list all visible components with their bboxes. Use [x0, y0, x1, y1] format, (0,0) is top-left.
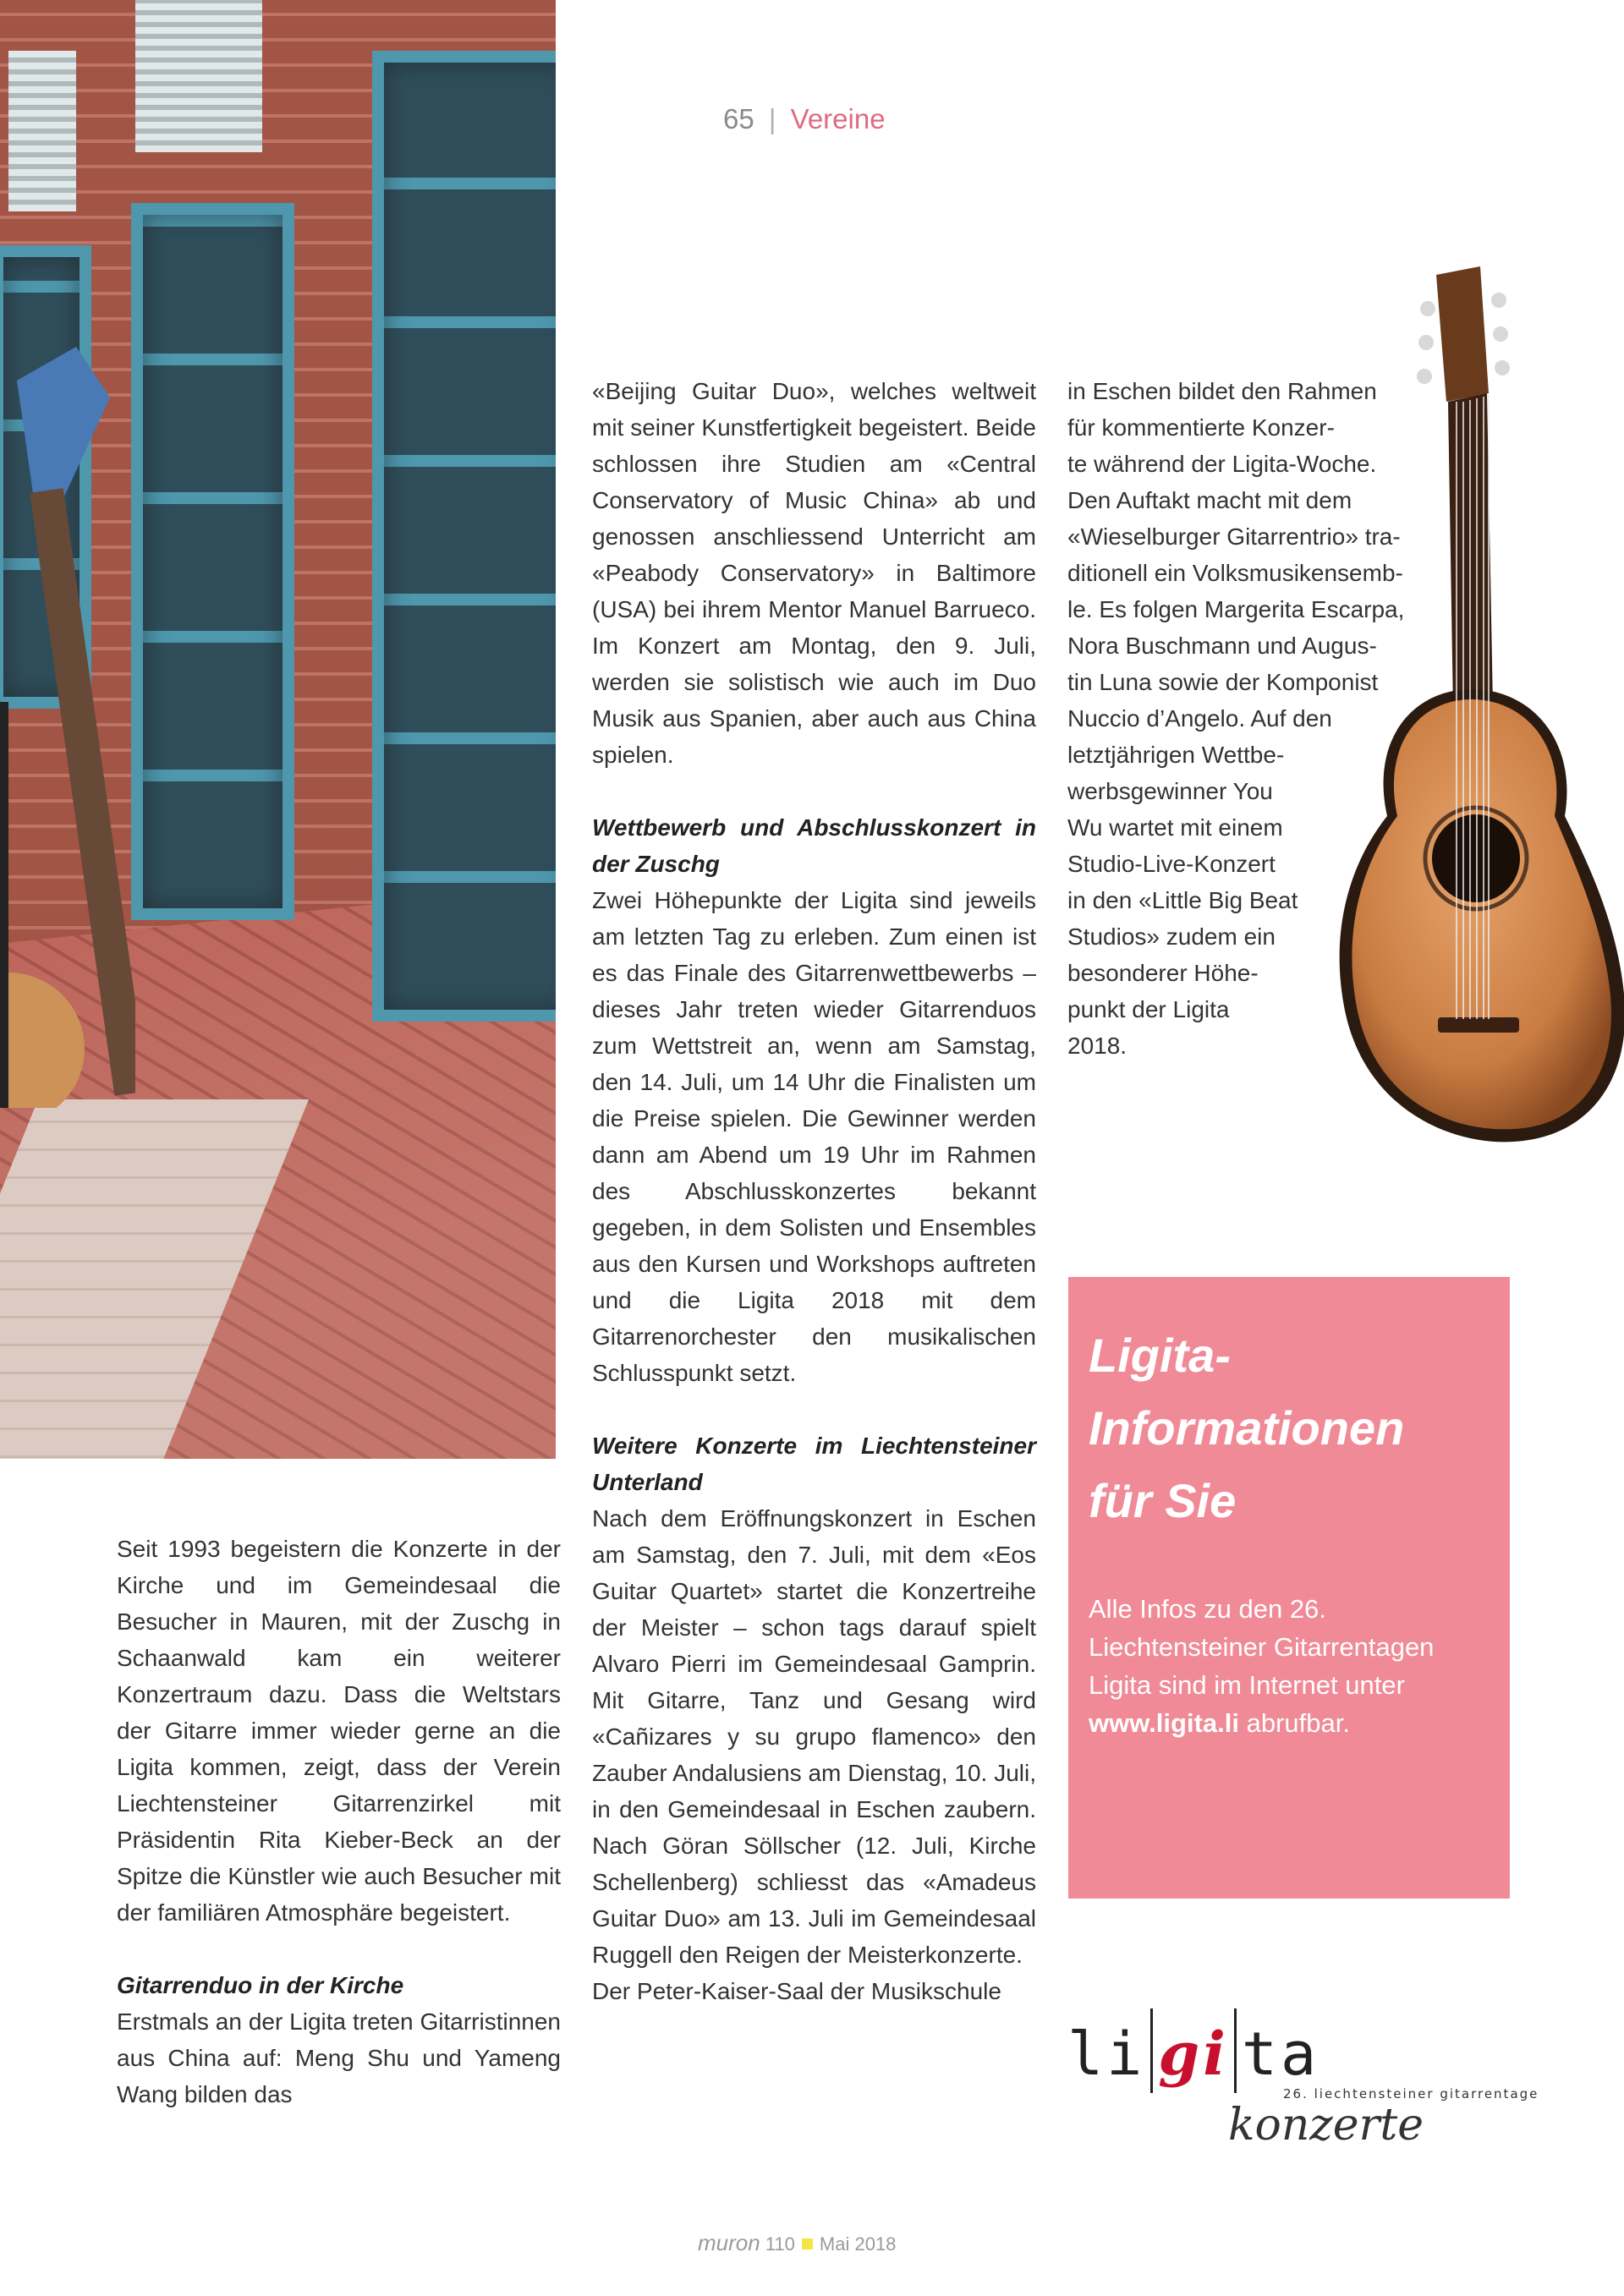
- footer-date: Mai 2018: [819, 2233, 897, 2255]
- text-line: ditionell ein Volksmusikensemb-: [1067, 560, 1403, 586]
- logo-bar: [1234, 2008, 1237, 2093]
- text-column-left: [117, 1531, 561, 2149]
- paragraph: Zwei Höhepunkte der Ligita sind jeweils am letzten Tag zu erleben. Zum einen ist es das Finale des Gitarrenwettbewerbs – dieses Jahr treten wieder Gitarrenduos zum Wettstreit an, wenn am Samstag, den 14. Juli, um 14 Uhr die Finalisten um die Preise spielen. Die Gewinner werden dann am Abend um 19 Uhr im Rahmen des Abschlusskonzertes bekannt gegeben, in dem Solisten und Ensembles aus den Kursen und Workshops auftreten und die Ligita 2018 mit dem Gitarrenorchester den musikalischen Schlusspunkt setzt.: [592, 887, 1036, 1386]
- text-line: für kommentierte Konzer-: [1067, 414, 1335, 441]
- info-title-line: für Sie: [1089, 1474, 1237, 1527]
- section-title: Vereine: [790, 103, 886, 134]
- info-box: [1068, 1277, 1510, 1899]
- paragraph: Seit 1993 begeistern die Konzerte in der Kirche und im Gemeindesaal die Besucher in Mauren, mit der Zuschg in Schaanwald kam ein weiterer Konzertraum dazu. Dass die Weltstars der Gitarre immer wieder gerne an die Ligita kommen, zeigt, dass der Verein Liechtensteiner Gitarrenzirkel mit Präsidentin Rita Kieber-Beck an der Spitze die Künstler wie auch Besucher mit der familiären Atmosphäre begeistert.: [117, 1536, 561, 1926]
- subheading: Gitarrenduo in der Kirche: [117, 1972, 404, 1998]
- footer-brand: muron: [698, 2230, 760, 2255]
- paragraph: Nach dem Eröffnungskonzert in Eschen am Samstag, den 7. Juli, mit dem «Eos Guitar Quartet» startet die Konzertreihe der Meister – schon tags darauf spielt Alvaro Pierri im Gemeindesaal Gamprin. Mit Gitarre, Tanz und Gesang wird «Cañizares y su grupo flamenco» den Zauber Andalusiens am Dienstag, 10. Juli, in den Gemeindesaal in Eschen zaubern. Nach Göran Söllscher (12. Juli, Kirche Schellenberg) schliesst das «Amadeus Guitar Duo» am 13. Juli im Gemeindesaal Ruggell den Reigen der Meisterkonzerte.: [592, 1505, 1036, 1968]
- info-box-text: [1089, 1590, 1488, 1742]
- website-link[interactable]: www.ligita.li: [1089, 1708, 1239, 1738]
- info-title-line: Ligita-: [1089, 1329, 1231, 1382]
- logo-part-accent: gi: [1158, 2019, 1229, 2089]
- text-line: Studio-Live-Konzert: [1067, 851, 1276, 877]
- photo-overlay: [0, 0, 556, 1459]
- text-line: werbsgewinner You: [1067, 778, 1273, 804]
- text-line: tin Luna sowie der Komponist: [1067, 669, 1379, 695]
- logo-wordmark: [1067, 2008, 1320, 2093]
- logo-part: ta: [1241, 2019, 1320, 2089]
- text-line: letztjährigen Wettbe-: [1067, 742, 1285, 768]
- photo-guitarist-street: [0, 0, 556, 1459]
- page-header: [723, 103, 886, 135]
- info-text-end: abrufbar.: [1238, 1708, 1350, 1738]
- text-line: besonderer Höhe-: [1067, 960, 1259, 986]
- text-line: punkt der Ligita: [1067, 996, 1230, 1022]
- paragraph: «Beijing Guitar Duo», welches weltweit mit seiner Kunstfertigkeit begeistert. Beide schlossen ihre Studien am «Central Conservatory of Music China» ab und genossen anschliessend Unterricht am «Peabody Conservatory» in Baltimore (USA) bei ihrem Mentor Manuel Barrueco. Im Konzert am Montag, den 9. Juli, werden sie solistisch wie auch im Duo Musik aus Spanien, aber auch aus China spielen.: [592, 378, 1036, 768]
- info-text: Alle Infos zu den 26. Liechtensteiner Gitarrentagen Ligita sind im Internet unter: [1089, 1594, 1435, 1700]
- logo-konzerte: konzerte: [1228, 2100, 1424, 2151]
- text-line: Nuccio d’Angelo. Auf den: [1067, 705, 1332, 732]
- page-footer: [698, 2230, 896, 2256]
- text-line: Nora Buschmann und Augus-: [1067, 633, 1377, 659]
- subheading: Wettbewerb und Abschlusskonzert in der Zuschg: [592, 814, 1036, 877]
- text-line: Wu wartet mit einem: [1067, 814, 1283, 841]
- text-line: te während der Ligita-Woche.: [1067, 451, 1377, 477]
- page-number: 65: [723, 103, 754, 134]
- text-line: Den Auftakt macht mit dem: [1067, 487, 1352, 513]
- info-box-title: [1089, 1319, 1488, 1537]
- logo-subtitle: 26. liechtensteiner gitarrentage: [1283, 2086, 1539, 2101]
- text-line: le. Es folgen Margerita Escarpa,: [1067, 596, 1405, 622]
- guitar-image: [1320, 266, 1624, 1163]
- footer-issue: 110: [765, 2233, 795, 2255]
- text-line: Studios» zudem ein: [1067, 923, 1276, 950]
- footer-square-icon: [802, 2238, 813, 2249]
- logo-part: li: [1067, 2019, 1146, 2089]
- logo-bar: [1150, 2008, 1153, 2093]
- text-line: 2018.: [1067, 1033, 1127, 1059]
- paragraph: Der Peter-Kaiser-Saal der Musikschule: [592, 1978, 1001, 2004]
- text-line: in Eschen bildet den Rahmen: [1067, 378, 1377, 404]
- text-line: «Wieselburger Gitarrentrio» tra-: [1067, 523, 1401, 550]
- header-separator: |: [768, 103, 776, 134]
- ligita-logo: [1067, 2008, 1539, 2161]
- subheading: Weitere Konzerte im Liechtensteiner Unterland: [592, 1433, 1036, 1495]
- text-column-middle: [592, 373, 1036, 2046]
- info-title-line: Informationen: [1089, 1401, 1405, 1455]
- paragraph: Erstmals an der Ligita treten Gitarristinnen aus China auf: Meng Shu und Yameng Wang bilden das: [117, 2008, 561, 2107]
- text-line: in den «Little Big Beat: [1067, 887, 1298, 913]
